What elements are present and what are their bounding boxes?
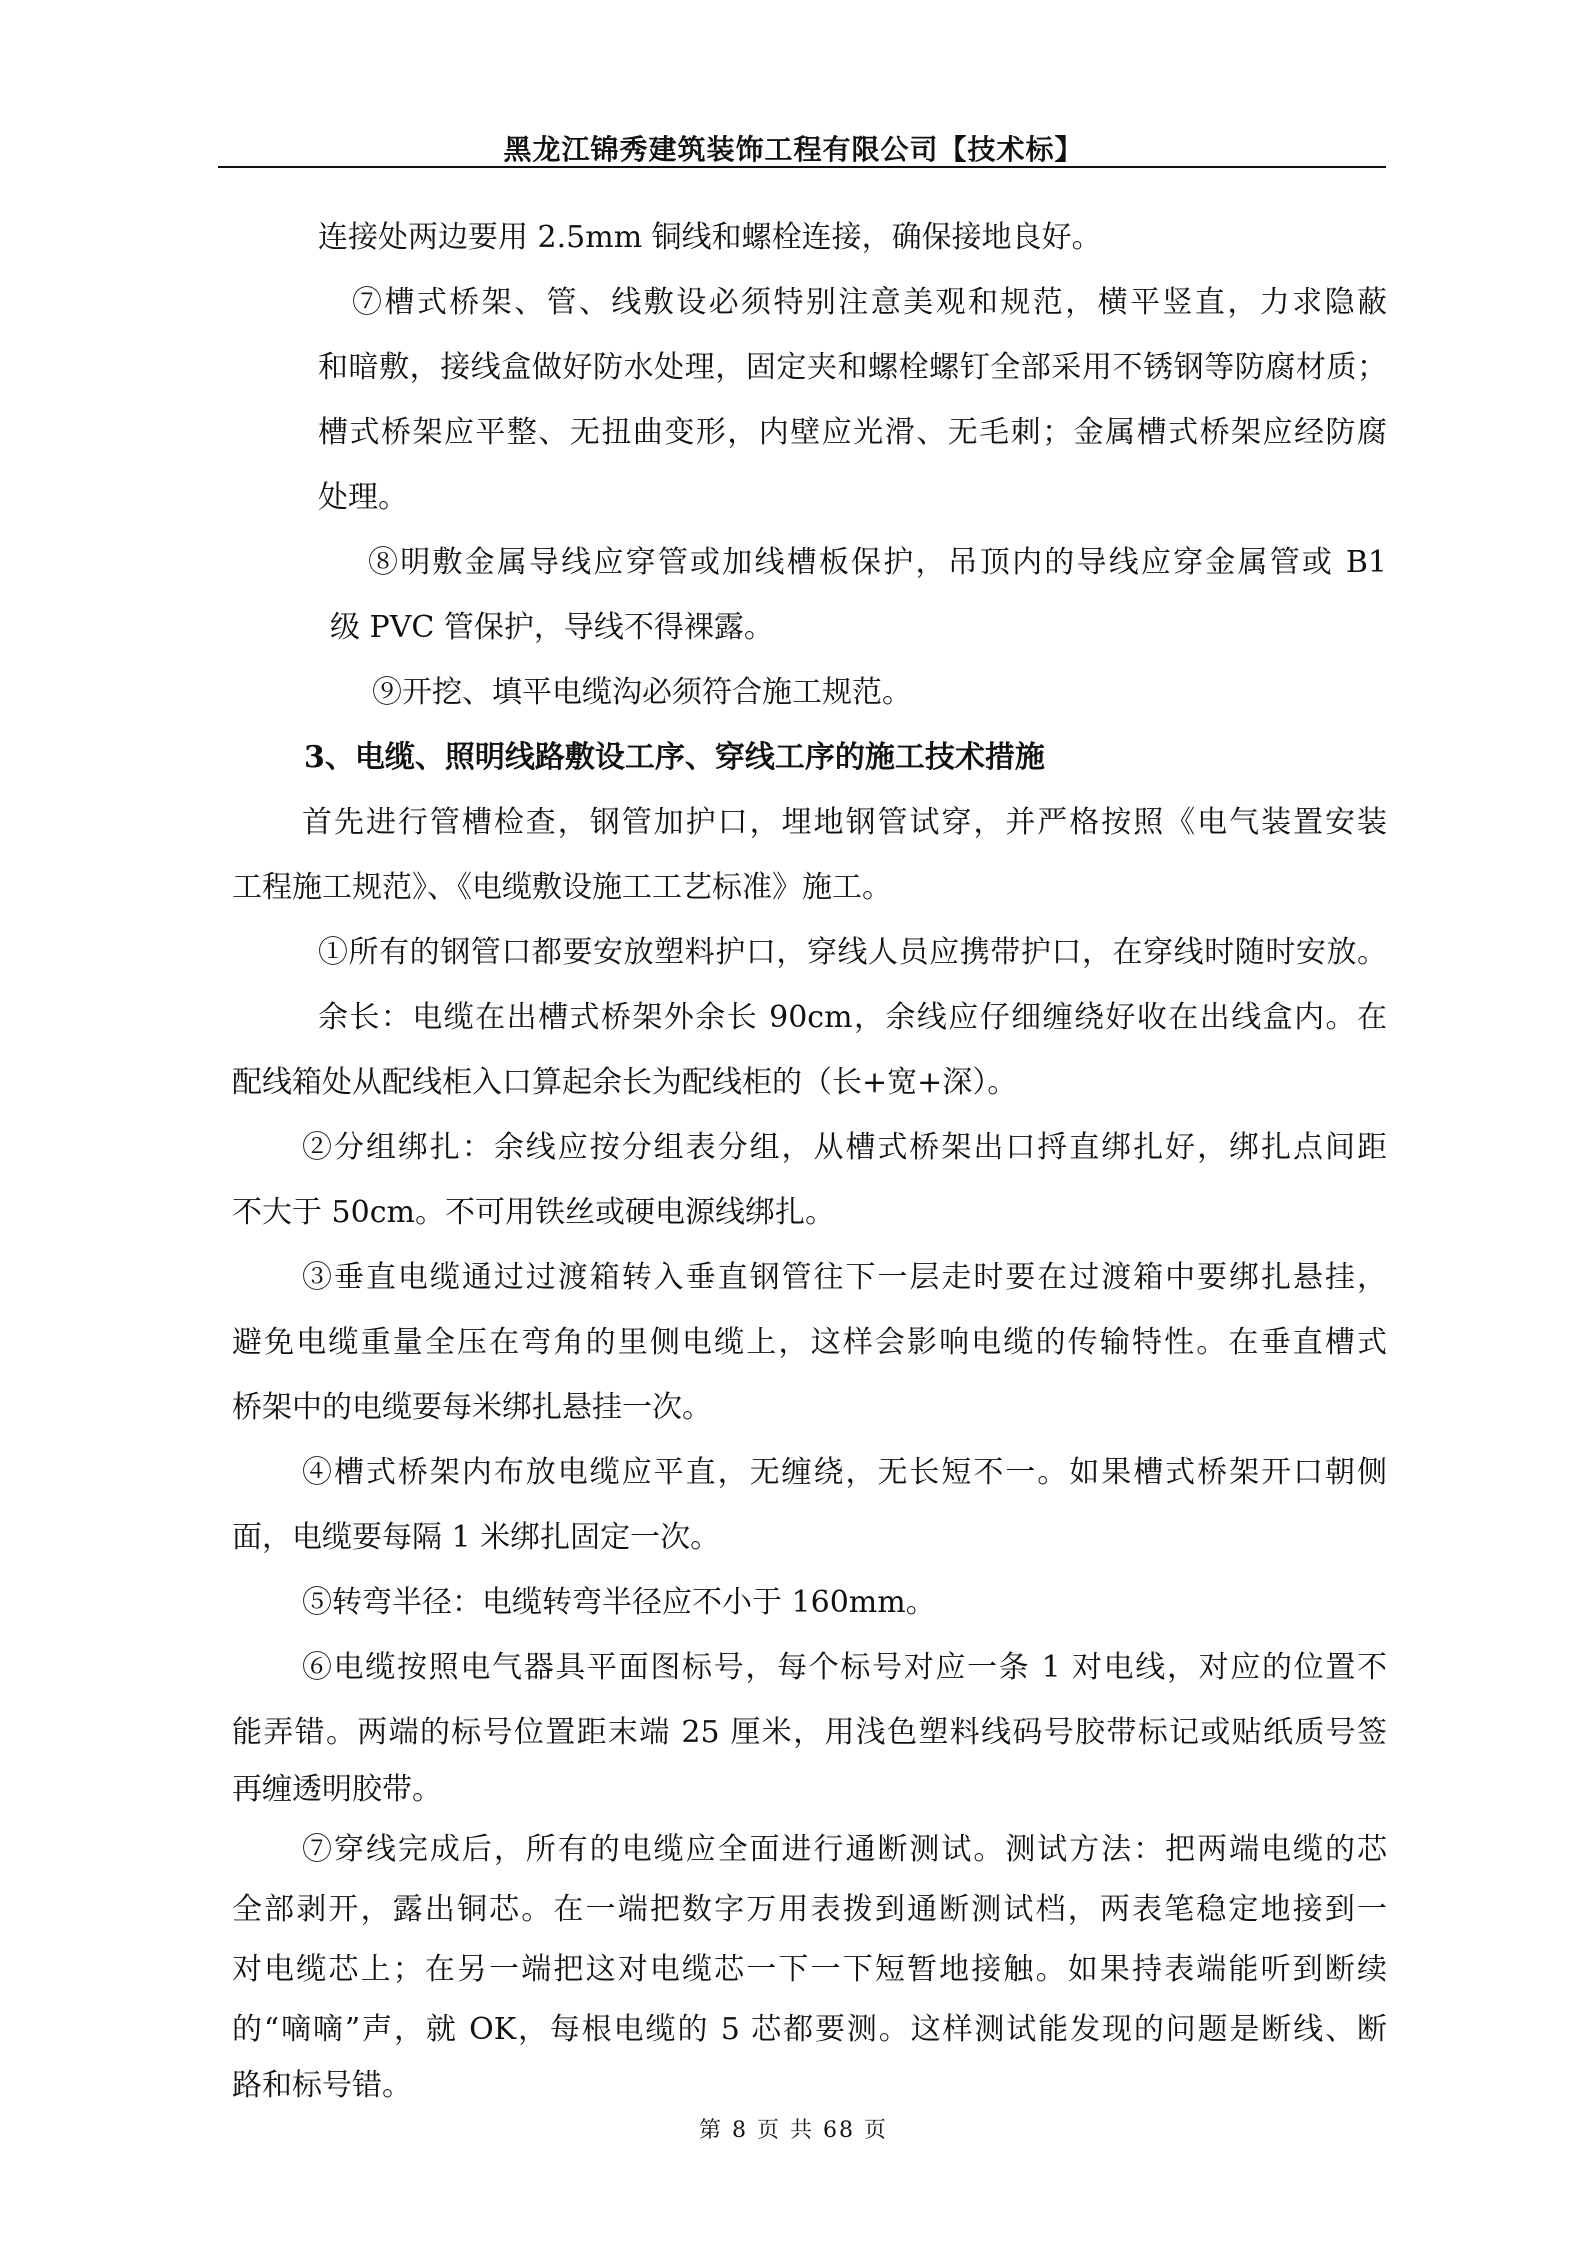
- body-line: ⑦穿线完成后，所有的电缆应全面进行通断测试。测试方法：把两端电缆的芯: [302, 1832, 1387, 1867]
- body-line: 全部剥开，露出铜芯。在一端把数字万用表拨到通断测试档，两表笔稳定地接到一: [232, 1892, 1387, 1927]
- body-line: ①所有的钢管口都要安放塑料护口，穿线人员应携带护口，在穿线时随时安放。: [318, 935, 1387, 970]
- header-rule: [218, 166, 1386, 168]
- body-line: 再缠透明胶带。: [232, 1772, 442, 1807]
- body-line: 连接处两边要用 2.5mm 铜线和螺栓连接，确保接地良好。: [318, 220, 1102, 255]
- body-line: ③垂直电缆通过过渡箱转入垂直钢管往下一层走时要在过渡箱中要绑扎悬挂，: [302, 1260, 1387, 1295]
- section-heading: 3、电缆、照明线路敷设工序、穿线工序的施工技术措施: [304, 740, 1045, 775]
- body-line: ⑧明敷金属导线应穿管或加线槽板保护，吊顶内的导线应穿金属管或 B1: [368, 545, 1387, 580]
- body-line: ②分组绑扎：余线应按分组表分组，从槽式桥架出口捋直绑扎好，绑扎点间距: [302, 1130, 1387, 1165]
- body-line: ⑥电缆按照电气器具平面图标号，每个标号对应一条 1 对电线，对应的位置不: [302, 1650, 1387, 1685]
- body-line: 余长：电缆在出槽式桥架外余长 90cm，余线应仔细缠绕好收在出线盒内。在: [318, 1000, 1387, 1035]
- body-line: 能弄错。两端的标号位置距末端 25 厘米，用浅色塑料线码号胶带标记或贴纸质号签: [232, 1715, 1387, 1750]
- body-line: 不大于 50cm。不可用铁丝或硬电源线绑扎。: [232, 1195, 835, 1230]
- body-line: 和暗敷，接线盒做好防水处理，固定夹和螺栓螺钉全部采用不锈钢等防腐材质；: [318, 350, 1387, 385]
- body-line: 桥架中的电缆要每米绑扎悬挂一次。: [232, 1390, 712, 1425]
- page-number-footer: 第 8 页 共 68 页: [699, 2118, 888, 2143]
- body-line: 的“嘀嘀”声，就 OK，每根电缆的 5 芯都要测。这样测试能发现的问题是断线、断: [232, 2012, 1387, 2047]
- body-line: ⑤转弯半径：电缆转弯半径应不小于 160mm。: [302, 1585, 936, 1620]
- body-line: ⑨开挖、填平电缆沟必须符合施工规范。: [372, 675, 912, 710]
- body-line: 避免电缆重量全压在弯角的里侧电缆上，这样会影响电缆的传输特性。在垂直槽式: [232, 1325, 1387, 1360]
- document-header-title: 黑龙江锦秀建筑装饰工程有限公司【技术标】: [503, 133, 1084, 166]
- body-line: 首先进行管槽检查，钢管加护口，埋地钢管试穿，并严格按照《电气装置安装: [302, 805, 1387, 840]
- body-line: 对电缆芯上；在另一端把这对电缆芯一下一下短暂地接触。如果持表端能听到断续: [232, 1952, 1387, 1987]
- body-line: 配线箱处从配线柜入口算起余长为配线柜的（长+宽+深）。: [232, 1065, 1018, 1100]
- body-line: 工程施工规范》、《电缆敷设施工工艺标准》施工。: [232, 870, 892, 905]
- body-line: 面，电缆要每隔 1 米绑扎固定一次。: [232, 1520, 721, 1555]
- body-line: 槽式桥架应平整、无扭曲变形，内壁应光滑、无毛刺；金属槽式桥架应经防腐: [318, 415, 1387, 450]
- body-line: 级 PVC 管保护，导线不得裸露。: [330, 610, 774, 645]
- body-line-last: 路和标号错。: [232, 2068, 412, 2103]
- body-line: 处理。: [318, 480, 408, 515]
- body-line: ④槽式桥架内布放电缆应平直，无缠绕，无长短不一。如果槽式桥架开口朝侧: [302, 1455, 1387, 1490]
- body-line: ⑦槽式桥架、管、线敷设必须特别注意美观和规范，横平竖直，力求隐蔽: [352, 285, 1387, 320]
